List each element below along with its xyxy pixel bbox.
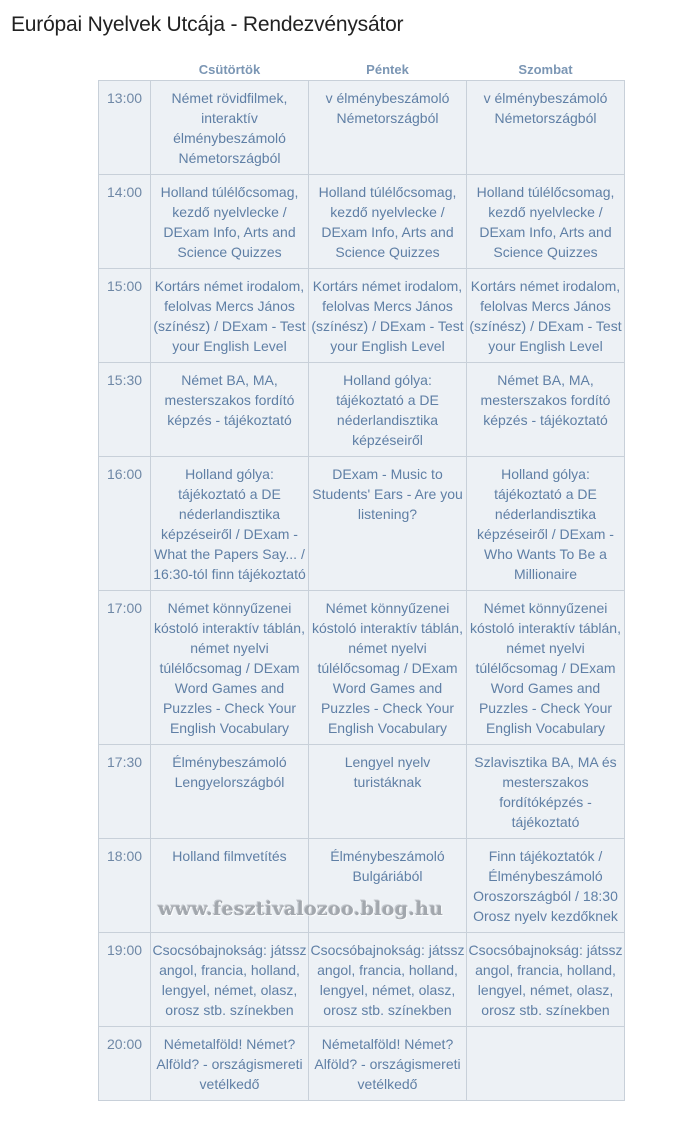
event-cell: v élménybeszámoló Németországból [467, 81, 625, 175]
event-cell: Holland gólya: tájékoztató a DE néderlandisztika képzéseiről [309, 363, 467, 457]
event-cell: DExam - Music to Students' Ears - Are you listening? [309, 457, 467, 591]
event-cell [467, 1027, 625, 1101]
event-cell: Holland túlélőcsomag, kezdő nyelvlecke / DExam Info, Arts and Science Quizzes [467, 175, 625, 269]
header-thursday: Csütörtök [198, 61, 261, 77]
event-cell: Szlavisztika BA, MA és mesterszakos fordítóképzés - tájékoztató [467, 745, 625, 839]
header-saturday: Szombat [518, 61, 573, 77]
time-cell: 13:00 [99, 81, 151, 175]
event-cell: Kortárs német irodalom, felolvas Mercs János (színész) / DExam - Test your English Level [151, 269, 309, 363]
event-cell: Élménybeszámoló Lengyelországból [151, 745, 309, 839]
event-cell: Holland túlélőcsomag, kezdő nyelvlecke / DExam Info, Arts and Science Quizzes [309, 175, 467, 269]
event-cell: v élménybeszámoló Németországból [309, 81, 467, 175]
schedule-table [98, 58, 625, 1101]
time-cell: 16:00 [99, 457, 151, 591]
event-cell: Lengyel nyelv turistáknak [309, 745, 467, 839]
table-row [99, 933, 625, 1027]
watermark: www.fesztivalozoo.blog.hu [158, 898, 444, 920]
time-cell: 19:00 [99, 933, 151, 1027]
event-cell: Csocsóbajnokság: játssz angol, francia, holland, lengyel, német, olasz, orosz stb. színekben [151, 933, 309, 1027]
table-row [99, 175, 625, 269]
time-cell: 15:00 [99, 269, 151, 363]
time-cell: 20:00 [99, 1027, 151, 1101]
table-row [99, 363, 625, 457]
table-row [99, 591, 625, 745]
table-row [99, 269, 625, 363]
event-cell: Csocsóbajnokság: játssz angol, francia, holland, lengyel, német, olasz, orosz stb. színekben [309, 933, 467, 1027]
event-cell: Németalföld! Német? Alföld? - országismereti vetélkedő [151, 1027, 309, 1101]
event-cell: Csocsóbajnokság: játssz angol, francia, holland, lengyel, német, olasz, orosz stb. színekben [467, 933, 625, 1027]
event-cell: Német BA, MA, mesterszakos fordító képzés - tájékoztató [467, 363, 625, 457]
table-row [99, 745, 625, 839]
table-row [99, 457, 625, 591]
table-row [99, 1027, 625, 1101]
time-cell: 17:30 [99, 745, 151, 839]
time-cell: 15:30 [99, 363, 151, 457]
event-cell: Kortárs német irodalom, felolvas Mercs János (színész) / DExam - Test your English Level [467, 269, 625, 363]
event-cell: Holland filmvetítés [151, 839, 309, 933]
event-cell: Finn tájékoztatók / Élménybeszámoló Oroszországból / 18:30 Orosz nyelv kezdőknek [467, 839, 625, 933]
time-cell: 14:00 [99, 175, 151, 269]
event-cell: Német BA, MA, mesterszakos fordító képzés - tájékoztató [151, 363, 309, 457]
event-cell: Kortárs német irodalom, felolvas Mercs János (színész) / DExam - Test your English Level [309, 269, 467, 363]
time-cell: 18:00 [99, 839, 151, 933]
page-title: Európai Nyelvek Utcája - Rendezvénysátor [11, 13, 404, 36]
header-row [99, 58, 625, 81]
time-cell: 17:00 [99, 591, 151, 745]
event-cell: Élménybeszámoló Bulgáriából [309, 839, 467, 933]
event-cell: Német könnyűzenei kóstoló interaktív táblán, német nyelvi túlélőcsomag / DExam Word Games and Puzzles - Check Your English Vocabulary [309, 591, 467, 745]
table-row [99, 81, 625, 175]
header-time [99, 58, 151, 81]
event-cell: Holland gólya: tájékoztató a DE néderlandisztika képzéseiről / DExam - Who Wants To Be a Millionaire [467, 457, 625, 591]
event-cell: Németalföld! Német? Alföld? - országismereti vetélkedő [309, 1027, 467, 1101]
event-cell: Holland gólya: tájékoztató a DE néderlandisztika képzéseiről / DExam - What the Papers Say... / 16:30-tól finn tájékoztató [151, 457, 309, 591]
header-friday: Péntek [366, 61, 409, 77]
event-cell: Német rövidfilmek, interaktív élménybeszámoló Németországból [151, 81, 309, 175]
event-cell: Német könnyűzenei kóstoló interaktív táblán, német nyelvi túlélőcsomag / DExam Word Games and Puzzles - Check Your English Vocabulary [151, 591, 309, 745]
event-cell: Holland túlélőcsomag, kezdő nyelvlecke / DExam Info, Arts and Science Quizzes [151, 175, 309, 269]
event-cell: Német könnyűzenei kóstoló interaktív táblán, német nyelvi túlélőcsomag / DExam Word Games and Puzzles - Check Your English Vocabulary [467, 591, 625, 745]
